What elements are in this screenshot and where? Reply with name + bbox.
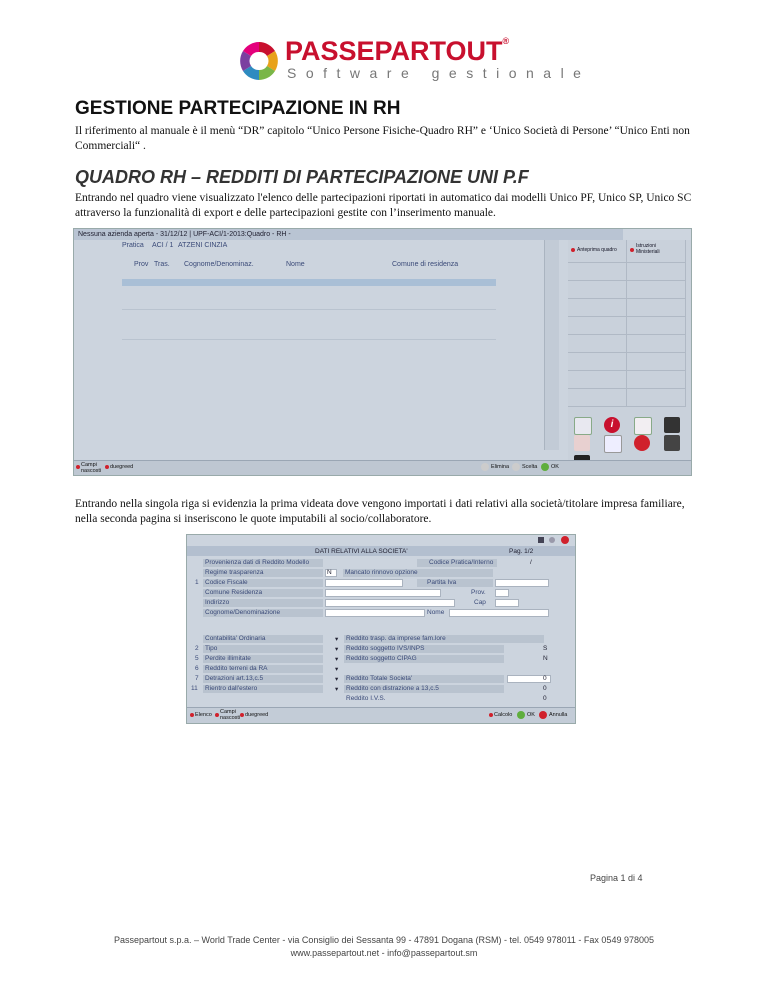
scrollbar[interactable] bbox=[544, 240, 559, 450]
settings-icon[interactable] bbox=[574, 435, 590, 451]
indirizzo-label: Indirizzo bbox=[205, 599, 230, 606]
empty-button[interactable] bbox=[627, 389, 686, 407]
bullet-icon bbox=[630, 248, 634, 252]
anteprima-quadro-button[interactable] bbox=[568, 240, 627, 263]
codice-pratica-value[interactable]: / bbox=[530, 559, 532, 566]
footer-contacts: www.passepartout.net - info@passepartout.sm bbox=[290, 948, 478, 958]
partita-iva-input[interactable] bbox=[495, 579, 549, 587]
cognome-label: Cognome/Denominazione bbox=[205, 609, 281, 616]
delete-icon bbox=[481, 463, 489, 471]
section-title: QUADRO RH – REDDITI DI PARTECIPAZIONE UNI P.F bbox=[75, 167, 529, 187]
field-num: 7 bbox=[195, 675, 199, 682]
partita-iva-label: Partita Iva bbox=[427, 579, 457, 586]
row-divider bbox=[122, 339, 496, 340]
chevron-down-icon[interactable]: ▾ bbox=[335, 646, 339, 653]
cognome-input[interactable] bbox=[325, 609, 425, 617]
sort-alpha-icon[interactable] bbox=[634, 417, 652, 435]
duegreed-button[interactable]: duegreed bbox=[245, 712, 269, 718]
prov-input[interactable] bbox=[495, 589, 509, 597]
bullet-icon bbox=[76, 465, 80, 469]
page-title: GESTIONE PARTECIPAZIONE IN RH bbox=[75, 98, 401, 119]
istruzioni-label: Istruzioni Ministeriali bbox=[636, 243, 660, 255]
codice-pratica-label: Codice Pratica/Interno bbox=[429, 559, 494, 566]
intro-paragraph: Il riferimento al manuale è il menù “DR” capitolo “Unico Persone Fisiche-Quadro RH” e ‘Unico Società di Persone’ “Unico Enti non Commerciali“ . bbox=[75, 125, 690, 152]
duegreed-button[interactable]: duegreed bbox=[110, 464, 134, 470]
regime-label: Regime trasparenza bbox=[205, 569, 264, 576]
empty-button[interactable] bbox=[568, 263, 627, 281]
quadro-rh-list-screenshot bbox=[73, 228, 692, 476]
window-bar bbox=[187, 535, 575, 546]
reddito-trasp-label: Reddito trasp. da imprese fam.lore bbox=[346, 635, 446, 642]
page-indicator: Pag. 1/2 bbox=[509, 548, 534, 555]
close-icon[interactable] bbox=[561, 536, 569, 544]
empty-button[interactable] bbox=[627, 353, 686, 371]
reddito-ivs-value: 0 bbox=[543, 695, 547, 702]
bullet-icon bbox=[105, 465, 109, 469]
field-num: 2 bbox=[195, 645, 199, 652]
perdite-label: Perdite illimitate bbox=[205, 655, 251, 662]
row-divider bbox=[122, 309, 496, 310]
col-nome[interactable]: Nome bbox=[286, 261, 305, 268]
codice-fiscale-label: Codice Fiscale bbox=[205, 579, 248, 586]
empty-button[interactable] bbox=[568, 371, 627, 389]
field-num: 1 bbox=[195, 579, 199, 586]
ok-icon bbox=[541, 463, 549, 471]
sort-numeric-icon[interactable] bbox=[574, 417, 592, 435]
comune-label: Comune Residenza bbox=[205, 589, 263, 596]
dati-societa-screenshot bbox=[186, 534, 576, 724]
ok-icon bbox=[517, 711, 525, 719]
empty-button[interactable] bbox=[568, 353, 627, 371]
section-paragraph: Entrando nel quadro viene visualizzato l'elenco delle partecipazioni riportati in automatico dai modelli Unico PF, Unico SP, Unico SC attraverso la funzionalità di export e delle partecipazioni gestite con l’inserimento manuale. bbox=[75, 192, 692, 219]
empty-button[interactable] bbox=[627, 317, 686, 335]
codice-fiscale-input[interactable] bbox=[325, 579, 403, 587]
campi-nascosti-button[interactable]: Campi nascosti bbox=[81, 462, 102, 474]
pratica-label: Pratica bbox=[122, 242, 144, 249]
empty-button[interactable] bbox=[627, 335, 686, 353]
chevron-down-icon[interactable]: ▾ bbox=[335, 666, 339, 673]
check-icon bbox=[512, 463, 520, 471]
window-title: Nessuna azienda aperta - 31/12/12 | UPF-ACI/1-2013:Quadro - RH - bbox=[74, 229, 623, 240]
ivs-inps-label: Reddito soggetto IVS/INPS bbox=[346, 645, 425, 652]
chevron-down-icon[interactable]: ▾ bbox=[335, 676, 339, 683]
regime-value: N bbox=[327, 569, 332, 576]
col-comune[interactable]: Comune di residenza bbox=[392, 261, 459, 268]
reddito-totale-label: Reddito Totale Societa' bbox=[346, 675, 413, 682]
tipo-label: Tipo bbox=[205, 645, 218, 652]
cancel-icon bbox=[539, 711, 547, 719]
bullet-icon bbox=[240, 713, 244, 717]
page-number: Pagina 1 di 4 bbox=[590, 873, 643, 883]
bullet-icon bbox=[190, 713, 194, 717]
rientro-estero-label: Rientro dall'estero bbox=[205, 685, 258, 692]
col-cognome[interactable]: Cognome/Denominaz. bbox=[184, 261, 254, 268]
indirizzo-input[interactable] bbox=[325, 599, 455, 607]
empty-button[interactable] bbox=[568, 281, 627, 299]
reddito-totale-value: 0 bbox=[543, 675, 547, 682]
ok-button[interactable]: OK bbox=[551, 464, 559, 470]
ivs-inps-value[interactable]: S bbox=[543, 645, 548, 652]
reddito-distrazione-label: Reddito con distrazione a 13,c.5 bbox=[346, 685, 439, 692]
pratica-name: ATZENI CINZIA bbox=[178, 242, 228, 249]
istruzioni-ministeriali-button[interactable] bbox=[627, 240, 686, 263]
chevron-down-icon[interactable]: ▾ bbox=[335, 656, 339, 663]
cipag-label: Reddito soggetto CIPAG bbox=[346, 655, 417, 662]
mail-icon[interactable] bbox=[604, 435, 622, 453]
contabilita-label: Contabilita' Ordinaria bbox=[205, 635, 266, 642]
anteprima-quadro-label: Anteprima quadro bbox=[577, 247, 617, 253]
bullet-icon bbox=[571, 248, 575, 252]
monitor-icon[interactable] bbox=[664, 417, 680, 433]
reddito-distrazione-value: 0 bbox=[543, 685, 547, 692]
reddito-ivs-label: Reddito I.V.S. bbox=[346, 695, 386, 702]
campi-nascosti-button[interactable]: Campi nascosti bbox=[220, 709, 241, 721]
elenco-button[interactable]: Elenco bbox=[195, 712, 212, 718]
field-num: 6 bbox=[195, 665, 199, 672]
chevron-down-icon[interactable]: ▾ bbox=[335, 636, 339, 643]
keyboard-icon[interactable] bbox=[664, 435, 680, 451]
chevron-down-icon[interactable]: ▾ bbox=[335, 686, 339, 693]
nome-input[interactable] bbox=[449, 609, 549, 617]
section-header: DATI RELATIVI ALLA SOCIETA' bbox=[315, 548, 408, 555]
sw-icon[interactable] bbox=[634, 435, 650, 451]
annulla-button[interactable]: Annulla bbox=[549, 712, 568, 718]
provenienza-label: Provenienza dati di Reddito Modello bbox=[205, 559, 310, 566]
selected-row[interactable] bbox=[122, 279, 496, 286]
empty-button[interactable] bbox=[627, 263, 686, 281]
comune-select[interactable] bbox=[325, 589, 441, 597]
field-num: 11 bbox=[191, 685, 198, 692]
prov-label: Prov. bbox=[471, 589, 486, 596]
cap-input[interactable] bbox=[495, 599, 519, 607]
list-area bbox=[74, 240, 619, 460]
empty-button[interactable] bbox=[568, 335, 627, 353]
ok-button[interactable]: OK bbox=[527, 712, 535, 718]
empty-button[interactable] bbox=[627, 371, 686, 389]
logo-brand: PASSEPARTOUT® bbox=[285, 36, 510, 66]
empty-button[interactable] bbox=[627, 281, 686, 299]
col-tras[interactable]: Tras. bbox=[154, 261, 170, 268]
col-prov[interactable]: Prov bbox=[134, 261, 149, 268]
bullet-icon bbox=[215, 713, 219, 717]
cipag-value[interactable]: N bbox=[543, 655, 548, 662]
nome-label: Nome bbox=[427, 609, 445, 616]
empty-button[interactable] bbox=[568, 299, 627, 317]
detrazioni-label: Detrazioni art.13,c.5 bbox=[205, 675, 264, 682]
bullet-icon bbox=[489, 713, 493, 717]
reddito-terreni-label: Reddito terreni da RA bbox=[205, 665, 268, 672]
arrow-icon[interactable] bbox=[538, 537, 544, 543]
logo-tagline: Software gestionale bbox=[287, 65, 591, 81]
info-icon[interactable]: i bbox=[604, 417, 620, 433]
footer-address: Passepartout s.p.a. – World Trade Center - via Consiglio dei Sessanta 99 - 47891 Dogana (RSM) - tel. 0549 978011 - Fax 0549 978005 bbox=[114, 935, 654, 945]
label-box bbox=[203, 645, 323, 653]
footer-bar bbox=[74, 460, 691, 476]
empty-button[interactable] bbox=[568, 317, 627, 335]
empty-button[interactable] bbox=[627, 299, 686, 317]
empty-button[interactable] bbox=[568, 389, 627, 407]
passepartout-logo-icon bbox=[238, 40, 280, 82]
detail-paragraph: Entrando nella singola riga si evidenzia la prima videata dove vengono importati i dati relativi alla società/titolare impresa familiare, nella seconda pagina si inseriscono le quote imputabili al socio/collaboratore. bbox=[75, 498, 685, 525]
calcolo-button[interactable]: Calcolo bbox=[494, 712, 513, 718]
mancato-rinnovo-label: Mancato rinnovo opzione bbox=[345, 569, 418, 576]
pratica-code: ACI / 1 bbox=[152, 242, 174, 249]
help-icon[interactable] bbox=[549, 537, 555, 543]
elimina-button[interactable]: Elimina bbox=[491, 464, 510, 470]
field-num: 5 bbox=[195, 655, 199, 662]
cap-label: Cap bbox=[474, 599, 486, 606]
scelta-button[interactable]: Scelta bbox=[522, 464, 538, 470]
